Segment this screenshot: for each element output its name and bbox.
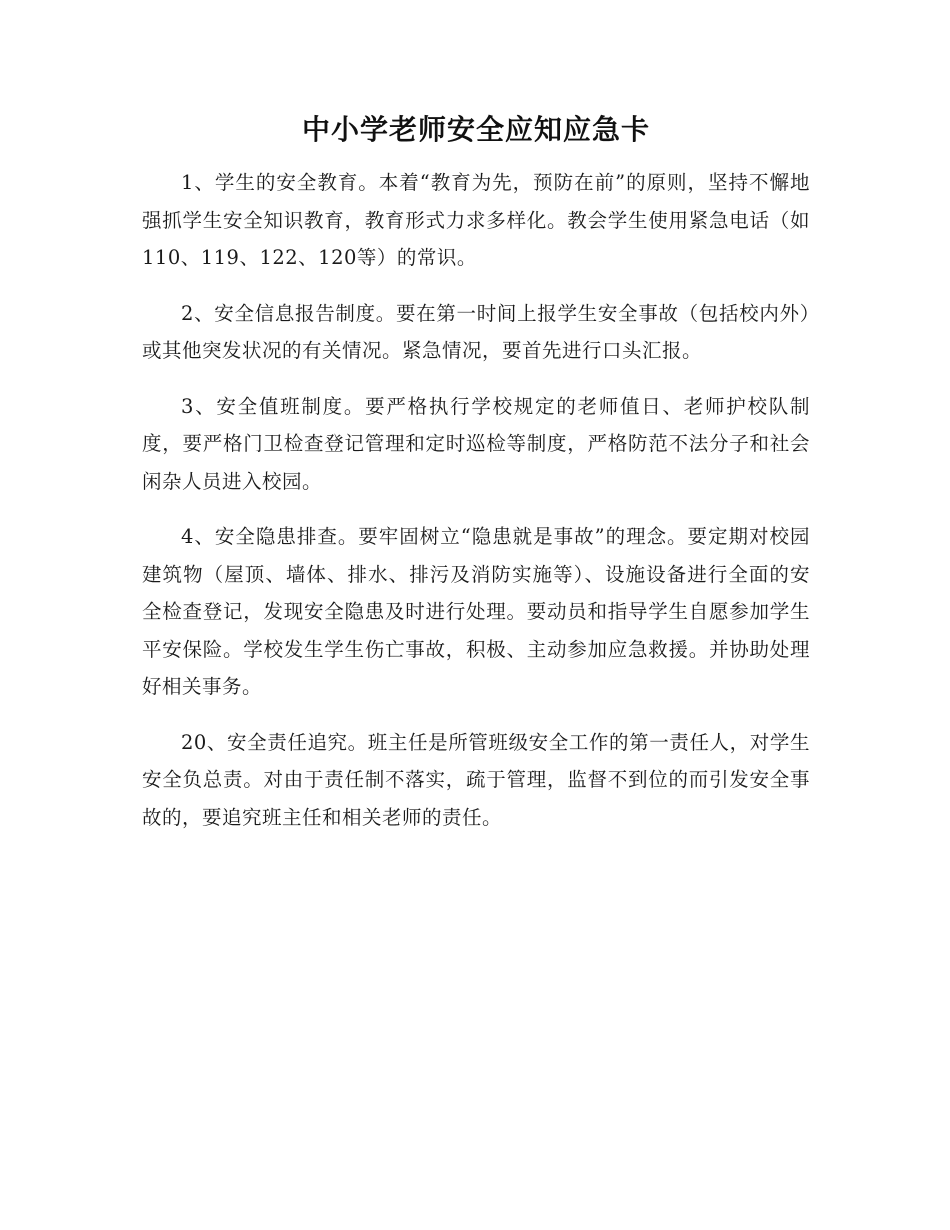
paragraph-safety-duty: 3、安全值班制度。要严格执行学校规定的老师值日、老师护校队制度，要严格门卫检查登记管理和定时巡检等制度，严格防范不法分子和社会闲杂人员进入校园。: [142, 394, 810, 493]
paragraph-responsibility: 20、安全责任追究。班主任是所管班级安全工作的第一责任人，对学生安全负总责。对由于责任制不落实，疏于管理，监督不到位的而引发安全事故的，要追究班主任和相关老师的责任。: [142, 730, 810, 829]
paragraph-student-safety-education: 1、学生的安全教育。本着“教育为先，预防在前”的原则，坚持不懈地强抓学生安全知识教育，教育形式力求多样化。教会学生使用紧急电话（如110、119、122、120等）的常识。: [142, 171, 810, 269]
paragraph-safety-reporting: 2、安全信息报告制度。要在第一时间上报学生安全事故（包括校内外）或其他突发状况的有关情况。紧急情况，要首先进行口头汇报。: [142, 301, 810, 362]
document-title: 中小学老师安全应知应急卡: [301, 113, 650, 146]
paragraph-hazard-inspection: 4、安全隐患排查。要牢固树立“隐患就是事故”的理念。要定期对校园建筑物（屋顶、墙体、排水、排污及消防实施等）、设施设备进行全面的安全检查登记，发现安全隐患及时进行处理。要动员和指导学生自愿参加学生平安保险。学校发生学生伤亡事故，积极、主动参加应急救援。并协助处理好相关事务。: [142, 525, 810, 698]
